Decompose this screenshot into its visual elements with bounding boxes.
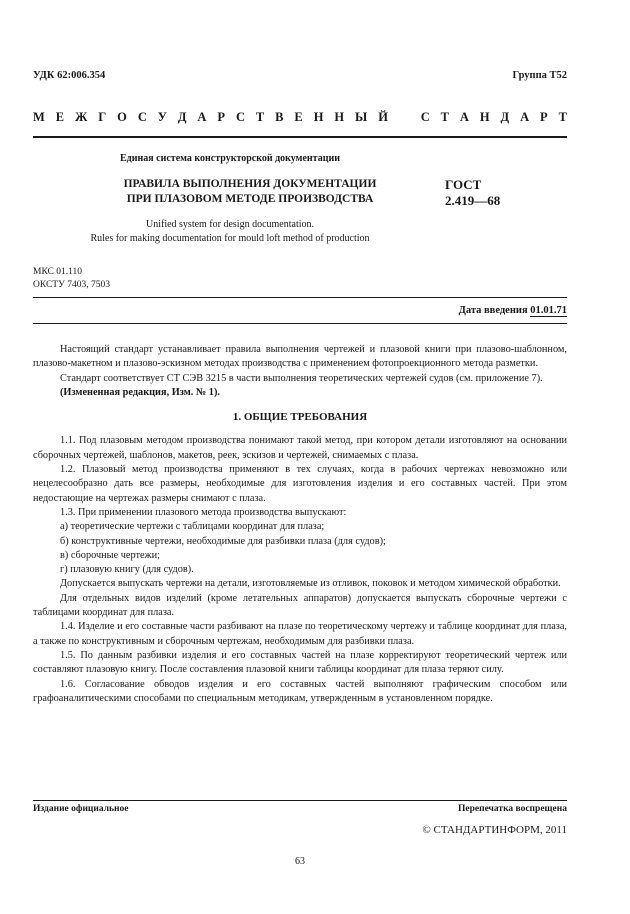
system-name: Единая система конструкторской документации <box>120 153 340 164</box>
classification-codes <box>33 266 110 292</box>
heading-letter: Н <box>334 110 345 124</box>
heading-letter: Ы <box>355 110 368 124</box>
copyright: © СТАНДАРТИНФОРМ, 2011 <box>422 824 567 836</box>
gost-label: ГОСТ <box>445 177 482 192</box>
amendment-note: (Измененная редакция, Изм. № 1). <box>60 386 220 398</box>
heading-letter: С <box>137 110 147 124</box>
heading-letter: А <box>197 110 207 124</box>
heading-letter: А <box>459 110 469 124</box>
clause-1-6: 1.6. Согласование обводов изделия и его составных частей выполняют графическим способом или графоаналитическими способами по специальным методикам, утвержденным в установленном порядке. <box>33 678 567 704</box>
heading-letter: Н <box>313 110 324 124</box>
heading-letter: Д <box>177 110 187 124</box>
heading-letter: В <box>275 110 284 124</box>
heading-letter: Н <box>479 110 490 124</box>
gost-designation <box>445 177 500 209</box>
heading-letter: М <box>33 110 45 124</box>
heading-letter: О <box>117 110 127 124</box>
heading-letter: С <box>420 110 430 124</box>
heading-letter: Е <box>55 110 65 124</box>
list-item: а) теоретические чертежи с таблицами координат для плаза; <box>60 521 325 533</box>
heading-letter: Г <box>98 110 107 124</box>
official-edition: Издание официальное <box>33 804 129 814</box>
document-body <box>33 343 567 706</box>
list-item: б) конструктивные чертежи, необходимые для разбивки плаза (для судов); <box>60 535 386 547</box>
title-line-1: ПРАВИЛА ВЫПОЛНЕНИЯ ДОКУМЕНТАЦИИ <box>123 178 377 190</box>
clause-1-1: 1.1. Под плазовым методом производства понимают такой метод, при котором детали изготовляют на основании сборочных чертежей, шаблонов, макетов, реек, эскизов и чертежей, снимаемых с плаза. <box>33 435 567 461</box>
heading-letter: Т <box>255 110 265 124</box>
heading-letter: Ж <box>75 110 88 124</box>
heading-letter: Й <box>378 110 388 124</box>
date-rule <box>33 323 567 324</box>
heading-letter: Т <box>558 110 567 124</box>
clause-1-5: 1.5. По данным разбивки изделия и его составных частей на плазе корректируют теоретический чертеж или составляют плазовую книгу. После составления плазовой книги таблицы координат для плаза теряют силу. <box>33 649 567 676</box>
clause-1-3-note: Для отдельных видов изделий (кроме летательных аппаратов) допускается выпускать сборочные чертежи с таблицами координат для плаза. <box>33 592 567 619</box>
heading-rule <box>33 136 567 138</box>
english-title-line-2: Rules for making documentation for mould loft method of production <box>90 233 370 244</box>
list-item: в) сборочные чертежи; <box>60 549 161 561</box>
document-title <box>60 177 440 207</box>
heading-letter: Р <box>217 110 226 124</box>
udk-code: УДК 62:006.354 <box>33 70 106 81</box>
intro-date-value: 01.01.71 <box>530 305 567 316</box>
clause-1-2: 1.2. Плазовый метод производства применяют в тех случаях, когда в рабочих чертежах невозможно или нецелесообразно дать все размеры, необходимые для изготовления изделия и его составных частей. При этом недостающие на чертежах размеры снимают с плаза. <box>33 464 567 504</box>
clause-1-4: 1.4. Изделие и его составные части разбивают на плазе по теоретическому чертежу и таблице координат для плаза, а также по конструктивным и сборочным чертежам, необходимым для разбивки плаза. <box>33 621 567 647</box>
heading-letter: Е <box>294 110 303 124</box>
clause-1-3-note: Допускается выпускать чертежи на детали, изготовляемые из отливок, поковок и методом химической обработки. <box>60 578 561 590</box>
list-item: г) плазовую книгу (для судов). <box>60 564 194 576</box>
reprint-prohibited: Перепечатка воспрещена <box>457 804 567 814</box>
heading-letter: Д <box>500 110 510 124</box>
intro-date-label: Дата введения <box>458 305 528 316</box>
heading-letter: У <box>157 110 167 124</box>
mks-code: МКС 01.110 <box>33 267 83 277</box>
footer-rule <box>33 800 567 801</box>
intro-paragraph: Настоящий стандарт устанавливает правила выполнения чертежей и плазовой книги при плазово-шаблонном, плазово-макетном и плазово-эскизном методах производства с применением фотопроекционного метода разметки. <box>33 344 567 370</box>
clause-1-3: 1.3. При применении плазового метода производства выпускают: <box>60 506 347 518</box>
group-code: Группа Т52 <box>512 70 567 81</box>
heading-letter: С <box>235 110 245 124</box>
okstu-code: ОКСТУ 7403, 7503 <box>33 280 110 290</box>
intro-paragraph: Стандарт соответствует СТ СЭВ 3215 в части выполнения теоретических чертежей судов (см. приложение 7). <box>60 372 543 384</box>
intro-date <box>459 305 567 316</box>
page-number: 63 <box>295 856 305 867</box>
title-line-2: ПРИ ПЛАЗОВОМ МЕТОДЕ ПРОИЗВОДСТВА <box>126 193 374 205</box>
heading-letter: Т <box>440 110 449 124</box>
english-title <box>40 218 420 246</box>
standard-type-heading <box>33 110 567 125</box>
english-title-line-1: Unified system for design documentation. <box>145 219 315 230</box>
codes-rule <box>33 297 567 298</box>
heading-letter: А <box>520 110 530 124</box>
gost-number: 2.419—68 <box>445 193 501 208</box>
section-title: 1. ОБЩИЕ ТРЕБОВАНИЯ <box>232 411 368 424</box>
heading-letter: Р <box>540 110 548 124</box>
